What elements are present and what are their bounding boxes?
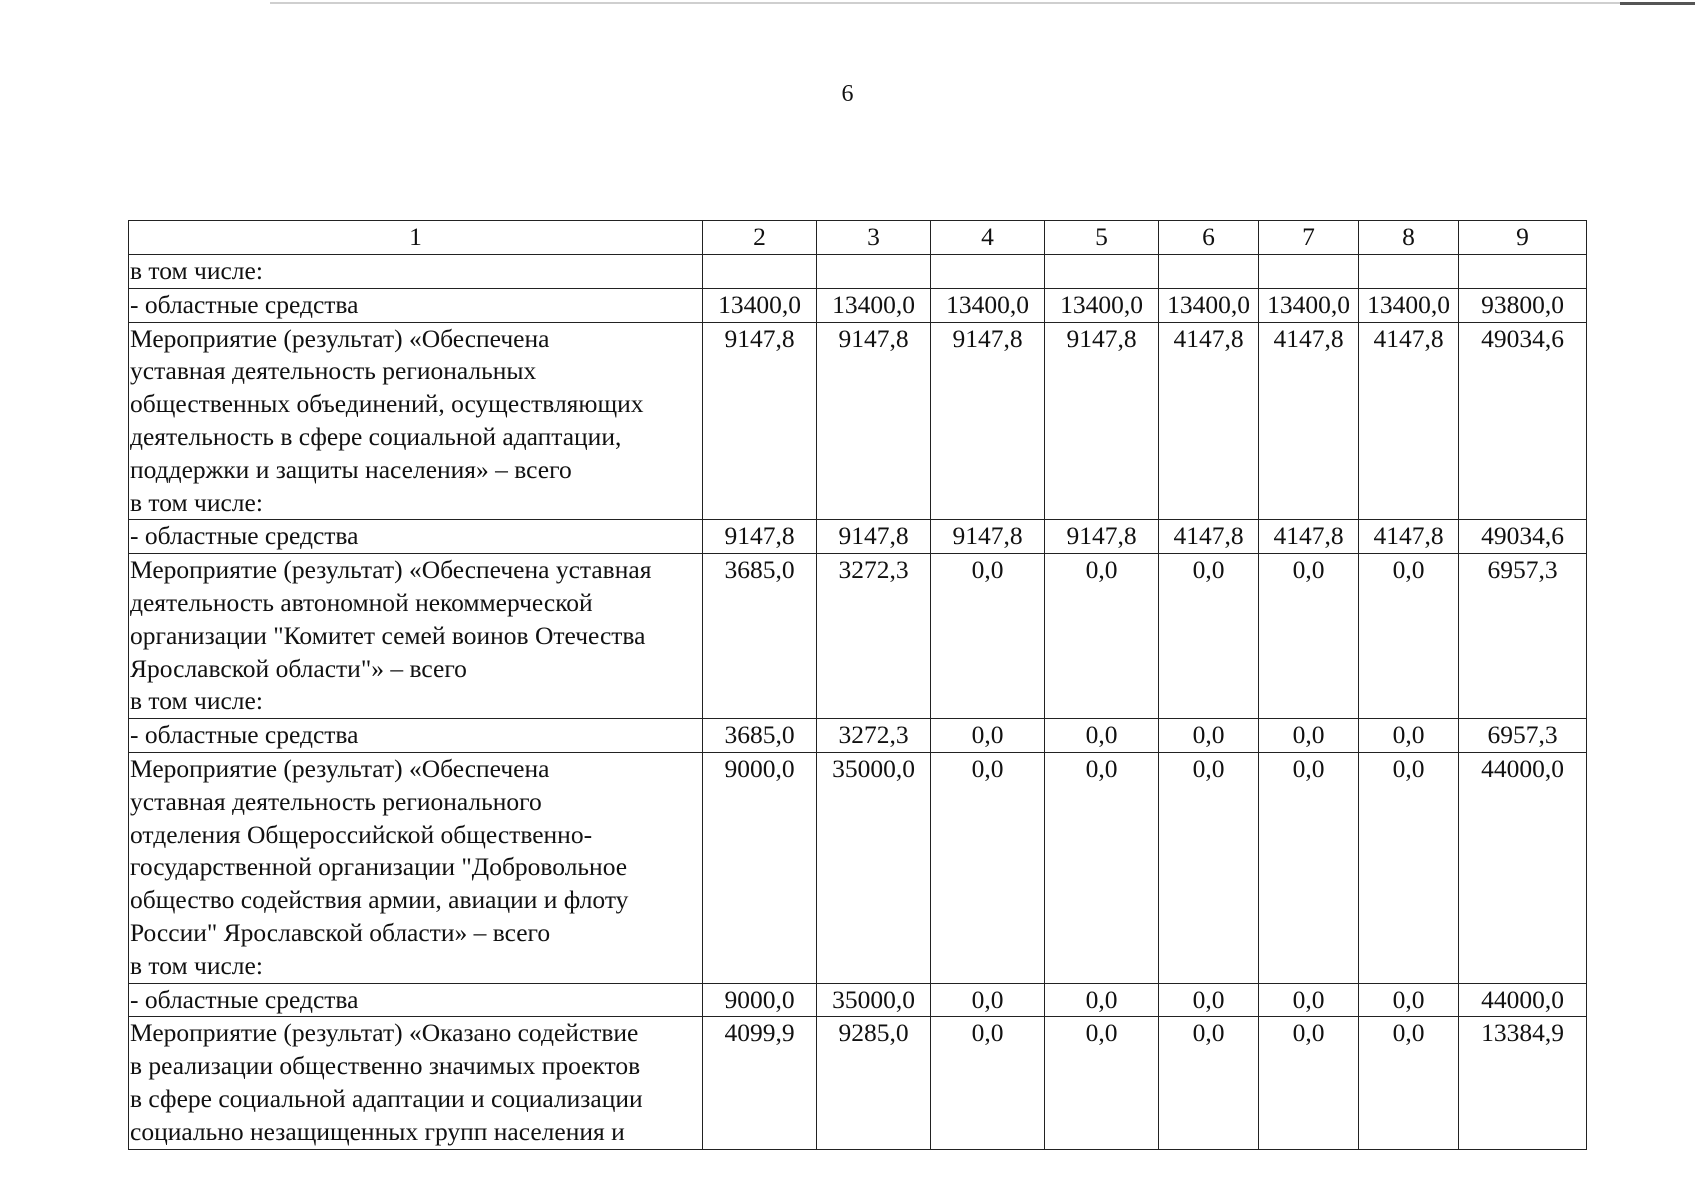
row-label-line: Мероприятие (результат) «Обеспечена [130,323,550,353]
row-label-line: в том числе: [130,487,263,517]
value-cell: 0,0 [1159,719,1259,753]
table-row [129,719,1587,753]
row-label-line: в том числе: [130,686,263,716]
value-cell: 9147,8 [1045,322,1159,520]
row-label-cell [129,719,703,753]
value-cell: 0,0 [1259,554,1359,719]
table-row [129,983,1587,1017]
value-cell: 4147,8 [1359,322,1459,520]
row-label-line: деятельность автономной некоммерческой [130,587,593,617]
value-cell: 0,0 [1159,1017,1259,1149]
header-cell: 5 [1045,221,1159,255]
row-label-line: в реализации общественно значимых проектов [130,1051,641,1081]
row-label-cell [129,983,703,1017]
value-cell [1045,255,1159,289]
value-cell: 9147,8 [931,322,1045,520]
value-cell: 9285,0 [817,1017,931,1149]
header-cell: 2 [703,221,817,255]
scan-edge-line [270,2,1695,4]
row-label-line: Мероприятие (результат) «Обеспечена [130,753,550,783]
value-cell: 4147,8 [1259,520,1359,554]
value-cell: 0,0 [1259,983,1359,1017]
value-cell: 35000,0 [817,983,931,1017]
row-label-cell [129,255,703,289]
value-cell [703,255,817,289]
value-cell: 9147,8 [703,520,817,554]
table-row [129,554,1587,719]
value-cell: 4147,8 [1259,322,1359,520]
value-cell: 13400,0 [703,288,817,322]
value-cell: 0,0 [931,752,1045,983]
value-cell: 6957,3 [1459,554,1587,719]
header-cell: 8 [1359,221,1459,255]
row-label-line: - областные средства [130,720,359,750]
value-cell: 9147,8 [817,520,931,554]
value-cell: 3685,0 [703,554,817,719]
value-cell: 0,0 [931,554,1045,719]
row-label-line: общество содействия армии, авиации и флоту [130,885,629,915]
row-label-line: деятельность в сфере социальной адаптации, [130,421,622,451]
value-cell: 0,0 [1159,983,1259,1017]
value-cell: 13400,0 [1159,288,1259,322]
row-label-line: России" Ярославской области» – всего [130,917,551,947]
value-cell: 3272,3 [817,719,931,753]
row-label-line: - областные средства [130,984,359,1014]
value-cell: 35000,0 [817,752,931,983]
value-cell: 0,0 [1159,752,1259,983]
value-cell: 13400,0 [817,288,931,322]
value-cell: 49034,6 [1459,322,1587,520]
value-cell: 9147,8 [703,322,817,520]
value-cell: 0,0 [1359,752,1459,983]
value-cell: 0,0 [1259,1017,1359,1149]
value-cell: 0,0 [1045,1017,1159,1149]
row-label-line: социально незащищенных групп населения и [130,1116,625,1146]
value-cell: 0,0 [1045,554,1159,719]
value-cell [1259,255,1359,289]
value-cell [1159,255,1259,289]
value-cell: 9147,8 [817,322,931,520]
row-label-line: Мероприятие (результат) «Обеспечена уставная [130,555,652,585]
scan-edge-mark [1620,2,1695,5]
value-cell: 93800,0 [1459,288,1587,322]
value-cell: 49034,6 [1459,520,1587,554]
value-cell: 0,0 [1259,752,1359,983]
row-label-line: Ярославской области"» – всего [130,653,467,683]
row-label-cell [129,1017,703,1149]
row-label-cell [129,554,703,719]
table-row [129,1017,1587,1149]
value-cell: 4147,8 [1359,520,1459,554]
value-cell [817,255,931,289]
value-cell: 13384,9 [1459,1017,1587,1149]
value-cell: 13400,0 [931,288,1045,322]
value-cell: 0,0 [931,983,1045,1017]
row-label-line: - областные средства [130,289,359,319]
table-row [129,752,1587,983]
table-body [129,221,1587,1150]
value-cell: 0,0 [1259,719,1359,753]
table-row [129,322,1587,520]
value-cell: 44000,0 [1459,983,1587,1017]
value-cell: 13400,0 [1259,288,1359,322]
row-label-line: Мероприятие (результат) «Оказано содействие [130,1018,639,1048]
value-cell: 0,0 [1159,554,1259,719]
value-cell [1459,255,1587,289]
value-cell: 0,0 [1045,983,1159,1017]
row-label-line: уставная деятельность региональных [130,356,537,386]
value-cell: 44000,0 [1459,752,1587,983]
row-label-cell [129,322,703,520]
row-label-line: организации "Комитет семей воинов Отечества [130,620,646,650]
row-label-line: отделения Общероссийской общественно- [130,819,593,849]
header-cell: 9 [1459,221,1587,255]
row-label-cell [129,752,703,983]
value-cell: 0,0 [1045,752,1159,983]
value-cell: 0,0 [1045,719,1159,753]
row-label-line: общественных объединений, осуществляющих [130,389,644,419]
value-cell: 3272,3 [817,554,931,719]
value-cell: 3685,0 [703,719,817,753]
value-cell: 9147,8 [1045,520,1159,554]
header-cell: 4 [931,221,1045,255]
value-cell: 0,0 [931,719,1045,753]
budget-table [128,220,1587,1150]
value-cell: 0,0 [931,1017,1045,1149]
value-cell: 9000,0 [703,983,817,1017]
value-cell: 4147,8 [1159,520,1259,554]
value-cell: 4099,9 [703,1017,817,1149]
value-cell: 0,0 [1359,719,1459,753]
row-label-cell [129,520,703,554]
table-row [129,520,1587,554]
table-row [129,288,1587,322]
value-cell: 0,0 [1359,554,1459,719]
row-label-line: в сфере социальной адаптации и социализации [130,1083,643,1113]
table-header-row [129,221,1587,255]
value-cell: 0,0 [1359,983,1459,1017]
header-cell: 7 [1259,221,1359,255]
value-cell: 13400,0 [1045,288,1159,322]
value-cell: 9147,8 [931,520,1045,554]
table-row [129,255,1587,289]
row-label-line: в том числе: [130,950,263,980]
header-cell: 1 [129,221,703,255]
value-cell: 6957,3 [1459,719,1587,753]
row-label-cell [129,288,703,322]
page-number: 6 [841,81,854,107]
row-label-line: уставная деятельность регионального [130,786,542,816]
row-label-line: государственной организации "Добровольное [130,852,628,882]
value-cell: 4147,8 [1159,322,1259,520]
header-cell: 3 [817,221,931,255]
value-cell [931,255,1045,289]
value-cell [1359,255,1459,289]
value-cell: 0,0 [1359,1017,1459,1149]
row-label-line: - областные средства [130,521,359,551]
row-label-line: поддержки и защиты населения» – всего [130,454,572,484]
row-label-line: в том числе: [130,256,263,285]
value-cell: 13400,0 [1359,288,1459,322]
value-cell: 9000,0 [703,752,817,983]
header-cell: 6 [1159,221,1259,255]
